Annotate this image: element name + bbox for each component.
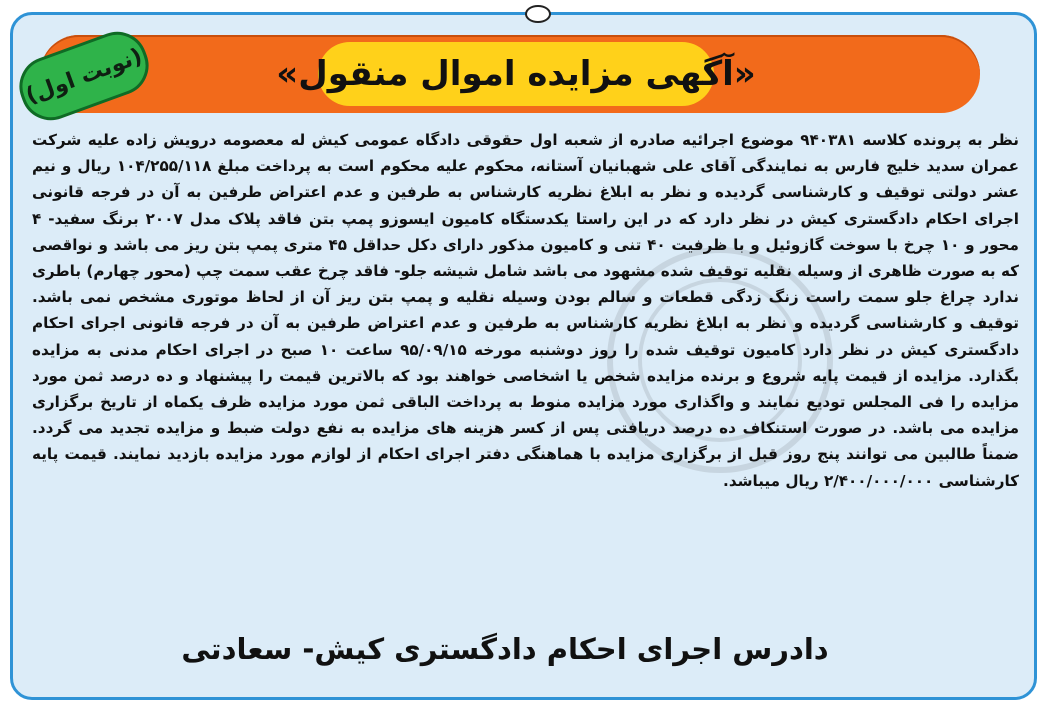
signature-line: دادرس اجرای احکام دادگستری کیش- سعادتی xyxy=(181,632,829,666)
notice-title: «آگهی مزایده اموال منقول» xyxy=(276,54,756,94)
title-box xyxy=(276,42,756,106)
badge-label: (نوبت اول) xyxy=(22,43,146,109)
top-circle-mark xyxy=(525,5,551,23)
notice-body: نظر به پرونده کلاسه ۹۴۰۳۸۱ موضوع اجرائیه صادره از شعبه اول حقوقی دادگاه عمومی کیش له معصومه درویش زاده علیه شرکت عمران سدید خلیج فارس به نمایندگی آقای علی شهبانیان آستانه، محکوم علیه محکوم است به پرداخت مبلغ ۱۰۴/۲۵۵/۱۱۸ ریال و نیم عشر دولتی توقیف و کارشناسی گردیده و نظر به ابلاغ نظریه کارشناس به طرفین و عدم اعتراض طرفین به آن در فرجه قانونی اجرای احکام دادگستری کیش در نظر دارد که در این راستا یکدستگاه کامیون ایسوزو پمپ بتن فاقد پلاک مدل ۲۰۰۷ برنگ سفید- ۴ محور و ۱۰ چرخ با سوخت گازوئیل و با ظرفیت ۴۰ تنی و کامیون مذکور دارای دکل حداقل ۴۵ متری پمپ بتن ریز می باشد و نواقصی که به صورت ظاهری از وسیله نقلیه توقیف شده مشهود می باشد شامل شیشه جلو- فاقد چرخ عقب سمت چپ (محور چهارم) باطری ندارد چراغ جلو سمت راست زنگ زدگی قطعات و سالم بودن وسیله نقلیه و پمپ بتن ریز آن از لحاظ موتوری مشخص نمی باشد. توقیف و کارشناسی گردیده و نظر به ابلاغ نظریه کارشناس به طرفین و عدم اعتراض طرفین به آن در فرجه قانونی اجرای احکام دادگستری کیش در نظر دارد کامیون توقیف شده را روز دوشنبه مورخه ۹۵/۰۹/۱۵ ساعت ۱۰ صبح در اجرای احکام مدنی به مزایده بگذارد. مزایده از قیمت پایه شروع و برنده مزایده شخص یا اشخاصی خواهند بود که بالاترین قیمت را پیشنهاد و ده درصد ثمن مورد مزایده را فی المجلس تودیع نمایند و واگذاری مورد مزایده منوط به پرداخت الباقی ثمن مورد مزایده ظرف یکماه از تاریخ برگزاری مزایده می باشد. در صورت استنکاف ده درصد دریافتی پس از کسر هزینه های مزایده به نفع دولت ضبط و مزایده تجدید می گردد. ضمناً طالبین می توانند پنج روز قبل از برگزاری مزایده با هماهنگی دفتر اجرای احکام از لوازم مورد مزایده بازدید نمایند. قیمت پایه کارشناسی ۲/۴۰۰/۰۰۰/۰۰۰ ریال میباشد. xyxy=(32,131,1019,490)
